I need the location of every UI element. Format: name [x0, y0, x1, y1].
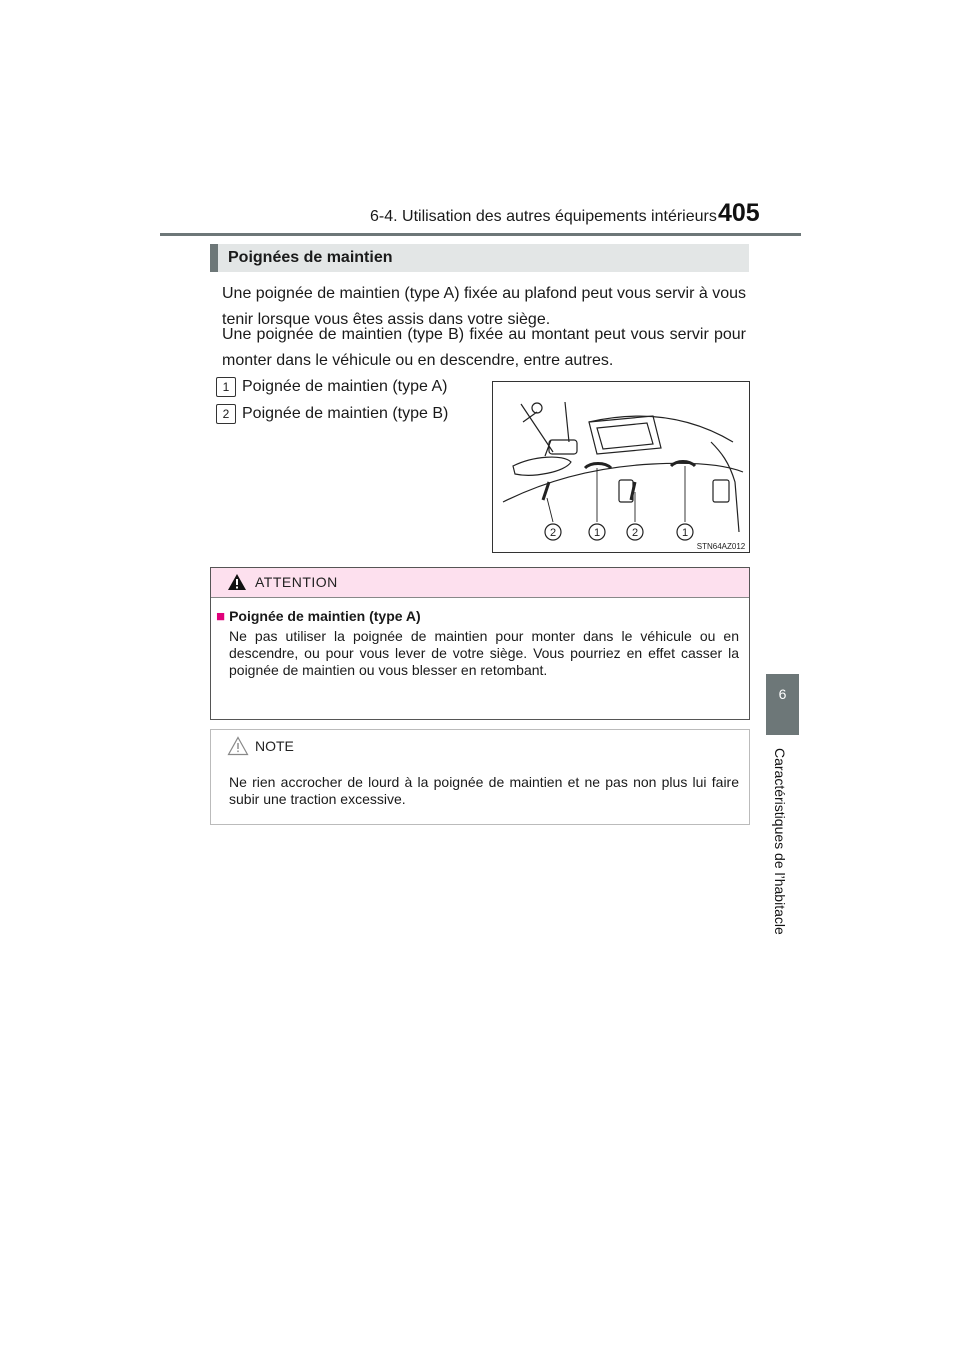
callout-item	[216, 376, 447, 398]
attention-header	[211, 568, 749, 598]
header-section-title: 6-4. Utilisation des autres équipements intérieurs	[370, 208, 717, 225]
illustration-label: 1	[681, 527, 689, 539]
illustration-label: 2	[549, 527, 557, 539]
section-heading: Poignées de maintien	[210, 244, 749, 272]
note-box	[210, 729, 750, 825]
caution-outline-icon	[227, 736, 249, 756]
attention-subheading-text: Poignée de maintien (type A)	[229, 608, 421, 624]
car-interior-illustration	[492, 381, 750, 553]
paragraph: Une poignée de maintien (type B) fixée au montant peut vous servir pour monter dans le véhicule ou en descendre, entre autres.	[222, 326, 746, 369]
illustration-label: 2	[631, 527, 639, 539]
attention-title: ATTENTION	[255, 574, 338, 590]
attention-text: Ne pas utiliser la poignée de maintien pour monter dans le véhicule ou en descendre, ou pour vous lever de votre siège. Vous pourriez en effet casser la poignée de maintien ou vous blesser en retombant.	[229, 628, 739, 678]
note-title: NOTE	[255, 738, 294, 754]
attention-box	[210, 567, 750, 720]
paragraph: Une poignée de maintien (type A) fixée au plafond peut vous servir à vous tenir lorsque vous êtes assis dans votre siège.	[222, 285, 746, 328]
callout-number-badge: 1	[216, 377, 236, 397]
warning-icon	[227, 573, 247, 591]
attention-subheading	[216, 608, 421, 625]
header-rule	[160, 233, 801, 236]
illustration-code: STN64AZ012	[696, 542, 746, 551]
callout-text: Poignée de maintien (type B)	[242, 405, 449, 422]
page-number: 405	[718, 199, 760, 227]
callout-text: Poignée de maintien (type A)	[242, 378, 448, 395]
callout-number-badge: 2	[216, 404, 236, 424]
car-interior-drawing	[493, 382, 749, 552]
note-text: Ne rien accrocher de lourd à la poignée de maintien et ne pas non plus lui faire subir une traction excessive.	[229, 774, 739, 807]
chapter-side-label: Caractéristiques de l’habitacle	[772, 748, 788, 935]
chapter-tab	[766, 674, 799, 735]
callout-item	[216, 403, 448, 425]
chapter-tab-number: 6	[778, 686, 787, 702]
square-bullet-icon: ■	[216, 608, 226, 625]
illustration-label: 1	[593, 527, 601, 539]
